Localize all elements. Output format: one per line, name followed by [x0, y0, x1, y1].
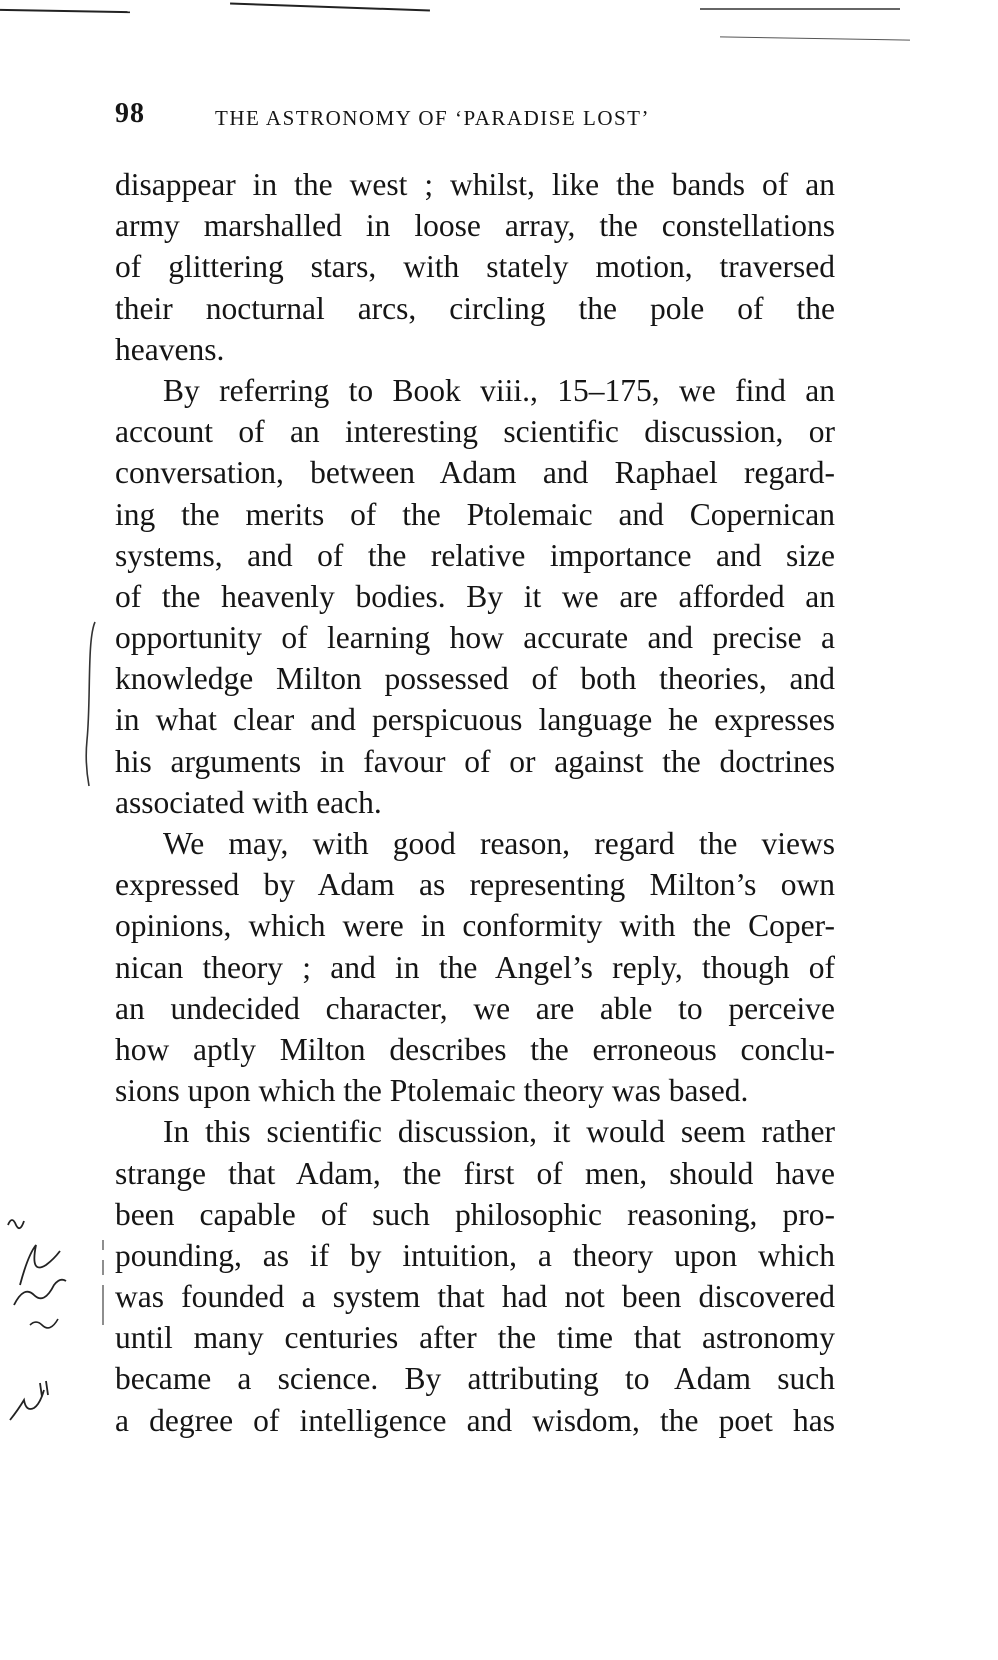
text-line: an undecided character, we are able to perceive	[115, 990, 835, 1026]
text-line: heavens.	[115, 331, 225, 367]
margin-pencil-mark	[83, 620, 103, 788]
scan-edge-left	[0, 9, 130, 13]
text-line: of the heavenly bodies. By it we are afforded an	[115, 578, 835, 614]
text-line: knowledge Milton possessed of both theories, and	[115, 661, 835, 697]
text-line: opinions, which were in conformity with the Coper-	[115, 908, 835, 944]
text-line: until many centuries after the time that astronomy	[115, 1320, 835, 1356]
text-line: associated with each.	[115, 784, 382, 820]
text-line: his arguments in favour of or against the doctrines	[115, 743, 835, 779]
text-line: pounding, as if by intuition, a theory upon which	[115, 1237, 835, 1273]
running-title: THE ASTRONOMY OF ‘PARADISE LOST’	[215, 106, 650, 130]
text-line: opportunity of learning how accurate and precise a	[115, 620, 835, 656]
text-line: conversation, between Adam and Raphael regard-	[115, 455, 835, 491]
text-line: In this scientific discussion, it would seem rather	[163, 1114, 835, 1150]
text-line: in what clear and perspicuous language he expresses	[115, 702, 835, 738]
text-line: army marshalled in loose array, the constellations	[115, 208, 835, 244]
text-line: By referring to Book viii., 15–175, we find an	[163, 372, 835, 408]
scan-edge-right-2	[720, 36, 910, 40]
text-line: ing the merits of the Ptolemaic and Copernican	[115, 496, 835, 532]
text-line: sions upon which the Ptolemaic theory was based.	[115, 1073, 749, 1109]
scan-edge-right	[700, 8, 900, 10]
text-line: how aptly Milton describes the erroneous conclu-	[115, 1031, 835, 1067]
text-line: became a science. By attributing to Adam such	[115, 1361, 835, 1397]
text-line: been capable of such philosophic reasoning, pro-	[115, 1196, 835, 1232]
text-line: strange that Adam, the first of men, should have	[115, 1155, 835, 1191]
text-line: their nocturnal arcs, circling the pole of the	[115, 290, 835, 326]
text-line: account of an interesting scientific discussion, or	[115, 414, 835, 450]
scan-edge-middle	[230, 3, 430, 12]
margin-pencil-mark-2	[100, 1240, 106, 1330]
text-line: nican theory ; and in the Angel’s reply, though of	[115, 949, 835, 985]
body-text	[115, 164, 835, 1441]
text-line: disappear in the west ; whilst, like the bands of an	[115, 167, 835, 202]
text-line: of glittering stars, with stately motion, traversed	[115, 249, 835, 285]
text-line: a degree of intelligence and wisdom, the poet has	[115, 1402, 835, 1438]
text-line: We may, with good reason, regard the views	[163, 826, 835, 861]
text-line: was founded a system that had not been discovered	[115, 1279, 835, 1315]
text-line: expressed by Adam as representing Milton’s own	[115, 867, 835, 903]
text-line: systems, and of the relative importance and size	[115, 537, 835, 573]
margin-handwriting-image	[0, 1205, 80, 1435]
page-number: 98	[115, 98, 145, 129]
